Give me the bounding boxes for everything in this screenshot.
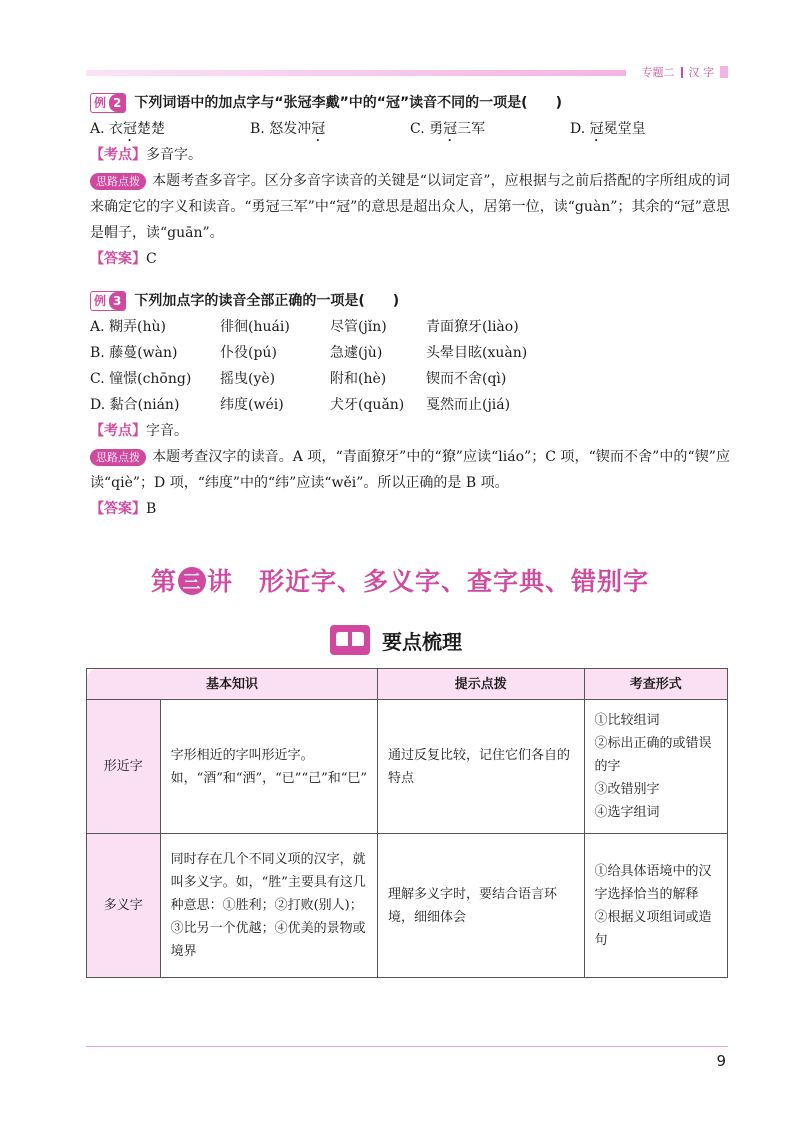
option-cell: C. 憧憬(chōng) (90, 371, 192, 387)
header-section: 专题二 (641, 66, 675, 79)
knowledge-cell: 同时存在几个不同义项的汉字，就叫多义字。如，“胜”主要具有这几种意思：①胜利；②打败(别人)；③比另一个优越；④优美的景物或境界 (160, 834, 377, 978)
question-text: 下列加点字的读音全部正确的一项是( ) (134, 293, 400, 309)
header-end-mark (720, 66, 728, 78)
example-3 (90, 288, 730, 522)
lecture-number: 三 (178, 567, 206, 595)
tip-cell: 通过反复比较，记住它们各自的特点 (378, 700, 584, 834)
option-cell: B. 藤蔓(wàn) (90, 345, 178, 361)
form-item: ③改错别字 (594, 782, 660, 797)
example-2-hint (90, 168, 730, 246)
header-label (642, 63, 729, 81)
hint-text: 本题考查多音字。区分多音字读音的关键是“以词定音”，应根据与之前后搭配的字所组成的词来确定它的字义和读音。“勇冠三军”中“冠”的意思是超出众人，居第一位，读“guàn”；其余的“冠”意思是帽子，读“guān”。 (90, 173, 730, 241)
column-header: 提示点拨 (378, 669, 584, 700)
option-cell: 摇曳(yè) (220, 371, 276, 387)
option-cell: 犬牙(quǎn) (330, 397, 405, 413)
point-tag: 【考点】 (90, 147, 146, 163)
option-cell: 青面獠牙(liào) (426, 319, 519, 335)
example-2-question (90, 90, 730, 116)
option-cell: 戛然而止(jiá) (426, 397, 511, 413)
table-header-row (87, 669, 728, 700)
example-2 (90, 90, 730, 272)
lecture-heading: 形近字、多义字、查字典、错别字 (259, 567, 650, 596)
example-3-hint (90, 444, 730, 496)
example-3-options (90, 314, 730, 418)
option-cell: 尽管(jǐn) (330, 319, 387, 335)
example-badge-label: 例 (94, 96, 107, 110)
example-2-point (90, 142, 730, 168)
forms-cell (584, 834, 728, 978)
answer-tag: 【答案】 (90, 501, 146, 517)
forms-cell (584, 700, 728, 834)
example-3-point (90, 418, 730, 444)
option-d: D. 冠冕堂皇 (570, 121, 646, 137)
lecture-suffix: 讲 (206, 567, 233, 596)
tip-cell: 理解多义字时，要结合语言环境，细细体会 (378, 834, 584, 978)
table-row (87, 834, 728, 978)
column-header: 考查形式 (584, 669, 728, 700)
header-separator (681, 67, 683, 78)
hint-badge: 思路点拨 (90, 173, 146, 190)
point-tag: 【考点】 (90, 423, 146, 439)
option-c: C. 勇冠三军 (410, 121, 486, 137)
row-label: 形近字 (87, 700, 161, 834)
example-3-question (90, 288, 730, 314)
example-badge-label: 例 (94, 294, 107, 308)
lecture-prefix: 第 (150, 567, 177, 596)
hint-text: 本题考查汉字的读音。A 项，“青面獠牙”中的“獠”应读“liáo”；C 项，“锲而不舍”中的“锲”应读“qiè”；D 项，“纬度”中的“纬”应读“wěi”。所以正确的是 B 项。 (90, 449, 730, 491)
option-cell: 头晕目眩(xuàn) (426, 345, 528, 361)
point-text: 多音字。 (146, 147, 202, 163)
option-cell: 附和(hè) (330, 371, 387, 387)
option-a: A. 衣冠楚楚 (90, 121, 166, 137)
point-text: 字音。 (146, 423, 188, 439)
option-cell: 仆役(pú) (220, 345, 277, 361)
form-item: ②根据义项组词或造句 (594, 909, 712, 948)
hint-badge: 思路点拨 (90, 449, 146, 466)
answer-text: B (146, 501, 157, 517)
option-cell: 锲而不舍(qì) (426, 371, 507, 387)
footer-rule (86, 1046, 728, 1047)
form-item: ②标出正确的或错误的字 (594, 736, 712, 774)
header-topic: 汉 字 (688, 66, 714, 79)
example-2-options (90, 116, 730, 142)
option-cell: 纬度(wéi) (220, 397, 284, 413)
page-header (86, 63, 728, 81)
row-label: 多义字 (87, 834, 161, 978)
section-header (330, 623, 462, 657)
knowledge-cell: 字形相近的字叫形近字。如，“酒”和“洒”，“已”“己”和“巳” (160, 700, 377, 834)
answer-text: C (146, 251, 157, 267)
option-cell: A. 糊弄(hù) (90, 319, 166, 335)
example-2-answer (90, 246, 730, 272)
example-3-answer (90, 496, 730, 522)
option-cell: 徘徊(huái) (220, 319, 290, 335)
option-b: B. 怒发冲冠 (250, 121, 326, 137)
table-row (87, 700, 728, 834)
page-number: 9 (716, 1052, 726, 1070)
header-bar (86, 70, 626, 76)
section-title: 要点梳理 (382, 629, 462, 654)
example-badge (90, 93, 126, 113)
knowledge-table (86, 668, 728, 978)
form-item: ④选字组词 (594, 805, 660, 820)
lecture-title (0, 562, 800, 598)
open-book-icon (330, 625, 370, 655)
form-item: ①比较组词 (594, 713, 660, 728)
form-item: ①给具体语境中的汉字选择恰当的解释 (594, 863, 712, 902)
example-badge-number: 2 (109, 94, 125, 112)
example-badge-number: 3 (109, 292, 125, 310)
answer-tag: 【答案】 (90, 251, 146, 267)
example-badge (90, 291, 126, 311)
question-text: 下列词语中的加点字与“张冠李戴”中的“冠”读音不同的一项是( ) (134, 95, 562, 111)
column-header: 基本知识 (87, 669, 378, 700)
option-cell: 急遽(jù) (330, 345, 383, 361)
option-cell: D. 黏合(nián) (90, 397, 180, 413)
